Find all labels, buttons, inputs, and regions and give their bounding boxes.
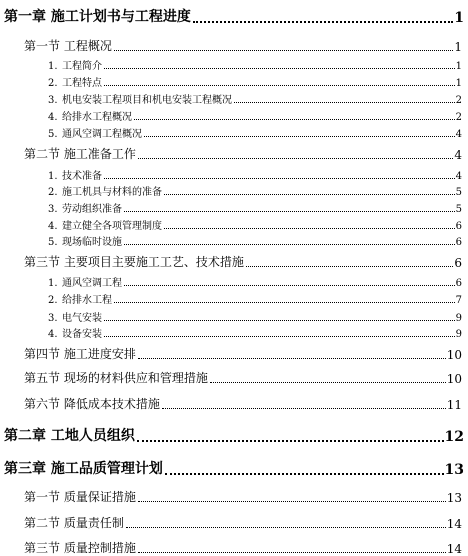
toc-entry-page: 6 [454,256,462,270]
toc-entry-text: 第四节 施工进度安排 [24,347,136,361]
toc-entry[interactable] [48,217,462,232]
toc-entry-number: 4. [48,329,58,340]
toc-entry-title [48,91,232,106]
toc-entry-page: 5 [455,187,462,198]
toc-entry-title [24,345,136,362]
toc-entry-title [24,514,124,531]
toc-entry-title [24,369,208,386]
dot-leader [144,135,455,137]
toc-entry-text: 现场临时设施 [62,237,122,248]
toc-entry-number: 2. [48,78,58,89]
toc-entry[interactable] [24,253,462,270]
toc-entry-page: 6 [455,237,462,248]
toc-entry[interactable] [48,291,462,306]
dot-leader [104,84,455,86]
toc-entry[interactable] [48,325,462,340]
toc-entry-page: 10 [446,348,462,362]
toc-entry-title [48,57,102,72]
toc-entry[interactable] [48,183,462,198]
toc-entry-page: 11 [446,398,462,412]
toc-entry-number: 3. [48,204,58,215]
toc-entry-page: 9 [455,329,462,340]
dot-leader [137,439,444,442]
dot-leader [193,20,453,23]
toc-entry-text: 第二章 工地人员组织 [4,428,135,444]
toc-entry-page: 4 [455,129,462,140]
toc-entry-title [24,145,136,162]
toc-entry-title [4,425,135,445]
toc-entry-text: 劳动组织准备 [62,204,122,215]
toc-entry-page: 5 [455,204,462,215]
toc-entry-text: 第三节 主要项目主要施工工艺、技术措施 [24,255,244,269]
toc-entry-title [24,253,244,270]
toc-entry-title [4,458,163,478]
toc-entry-text: 给排水工程概况 [62,112,132,123]
toc-entry-number: 3. [48,95,58,106]
toc-entry-title [48,217,162,232]
toc-entry-text: 第一节 质量保证措施 [24,490,136,504]
toc-entry[interactable] [48,57,462,72]
dot-leader [134,118,455,120]
toc-entry-text: 给排水工程 [62,295,112,306]
toc-entry-page: 14 [446,517,462,531]
toc-entry-number: 4. [48,221,58,232]
toc-entry-text: 通风空调工程 [62,278,122,289]
toc-entry-text: 第一章 施工计划书与工程进度 [4,9,191,25]
toc-entry-page: 6 [455,221,462,232]
toc-entry[interactable] [48,233,462,248]
toc-entry-title [48,183,162,198]
dot-leader [124,210,455,212]
toc-entry-page: 13 [446,491,462,505]
toc-entry-page: 1 [454,40,462,54]
toc-entry-text: 第二节 施工准备工作 [24,147,136,161]
dot-leader [104,177,455,179]
toc-entry[interactable] [4,425,464,445]
dot-leader [124,243,455,245]
dot-leader [104,335,455,337]
toc-entry-number: 3. [48,313,58,324]
toc-entry-text: 第三节 质量控制措施 [24,541,136,555]
toc-entry-title [24,395,160,412]
toc-entry-title [48,274,122,289]
toc-entry-page: 1 [454,10,464,26]
dot-leader [165,472,444,475]
toc-entry-text: 第二节 质量责任制 [24,516,124,530]
toc-entry-title [48,74,102,89]
toc-entry-title [48,125,142,140]
toc-entry[interactable] [24,395,462,412]
toc-entry-text: 施工机具与材料的准备 [62,187,162,198]
dot-leader [124,284,455,286]
dot-leader [138,357,446,359]
dot-leader [126,526,446,528]
toc-entry[interactable] [24,145,462,162]
toc-entry-title [24,539,136,556]
toc-entry-number: 5. [48,237,58,248]
dot-leader [164,227,455,229]
toc-entry[interactable] [24,37,462,54]
toc-entry-number: 1. [48,171,58,182]
toc-entry-page: 2 [455,95,462,106]
toc-entry[interactable] [48,274,462,289]
toc-entry-title [24,37,112,54]
toc-entry-text: 工程特点 [62,78,102,89]
toc-entry-page: 10 [446,372,462,386]
dot-leader [104,319,455,321]
toc-entry-page: 4 [455,171,462,182]
toc-entry-number: 1. [48,278,58,289]
toc-entry-number: 2. [48,295,58,306]
dot-leader [114,49,454,51]
toc-entry-page: 9 [455,313,462,324]
dot-leader [138,500,446,502]
toc-entry-text: 第三章 施工品质管理计划 [4,461,163,477]
toc-entry-text: 通风空调工程概况 [62,129,142,140]
toc-entry[interactable] [48,91,462,106]
toc-entry-text: 第六节 降低成本技术措施 [24,397,160,411]
toc-entry[interactable] [4,458,464,478]
toc-entry-title [48,309,102,324]
toc-entry-title [48,233,122,248]
toc-entry-title [4,6,191,26]
toc-entry-text: 第五节 现场的材料供应和管理措施 [24,371,208,385]
toc-entry[interactable] [48,74,462,89]
toc-entry[interactable] [48,309,462,324]
toc-entry[interactable] [24,539,462,556]
toc-entry[interactable] [48,125,462,140]
toc-entry-page: 13 [444,462,464,478]
toc-entry-title [48,167,102,182]
toc-entry-title [24,488,136,505]
toc-entry-text: 工程简介 [62,61,102,72]
toc-entry-number: 4. [48,112,58,123]
toc-entry-page: 14 [446,542,462,556]
toc-entry[interactable] [24,369,462,386]
toc-entry-text: 机电安装工程项目和机电安装工程概况 [62,95,232,106]
dot-leader [138,157,454,159]
toc-entry-page: 4 [454,148,462,162]
dot-leader [162,407,446,409]
toc-entry-text: 设备安装 [62,329,102,340]
toc-entry-number: 5. [48,129,58,140]
toc-entry-page: 7 [455,295,462,306]
toc-entry-title [48,200,122,215]
dot-leader [104,67,455,69]
toc-entry-number: 1. [48,61,58,72]
toc-entry[interactable] [24,345,462,362]
toc-entry[interactable] [24,488,462,505]
toc-entry-page: 6 [455,278,462,289]
toc-entry-page: 12 [444,429,464,445]
toc-entry-page: 1 [455,61,462,72]
dot-leader [114,301,455,303]
toc-entry-text: 第一节 工程概况 [24,39,112,53]
toc-entry-title [48,325,102,340]
toc-entry-page: 2 [455,112,462,123]
dot-leader [210,381,446,383]
toc-entry-text: 建立健全各项管理制度 [62,221,162,232]
toc-entry-number: 2. [48,187,58,198]
toc-entry-text: 技术准备 [62,171,102,182]
toc-entry[interactable] [48,167,462,182]
toc-entry-page: 1 [455,78,462,89]
toc-entry[interactable] [48,200,462,215]
toc-entry[interactable] [24,514,462,531]
toc-entry[interactable] [4,6,464,26]
dot-leader [138,551,446,553]
toc-entry-title [48,291,112,306]
dot-leader [164,193,455,195]
toc-entry[interactable] [48,108,462,123]
dot-leader [234,101,455,103]
dot-leader [246,265,454,267]
toc-entry-title [48,108,132,123]
toc-entry-text: 电气安装 [62,313,102,324]
